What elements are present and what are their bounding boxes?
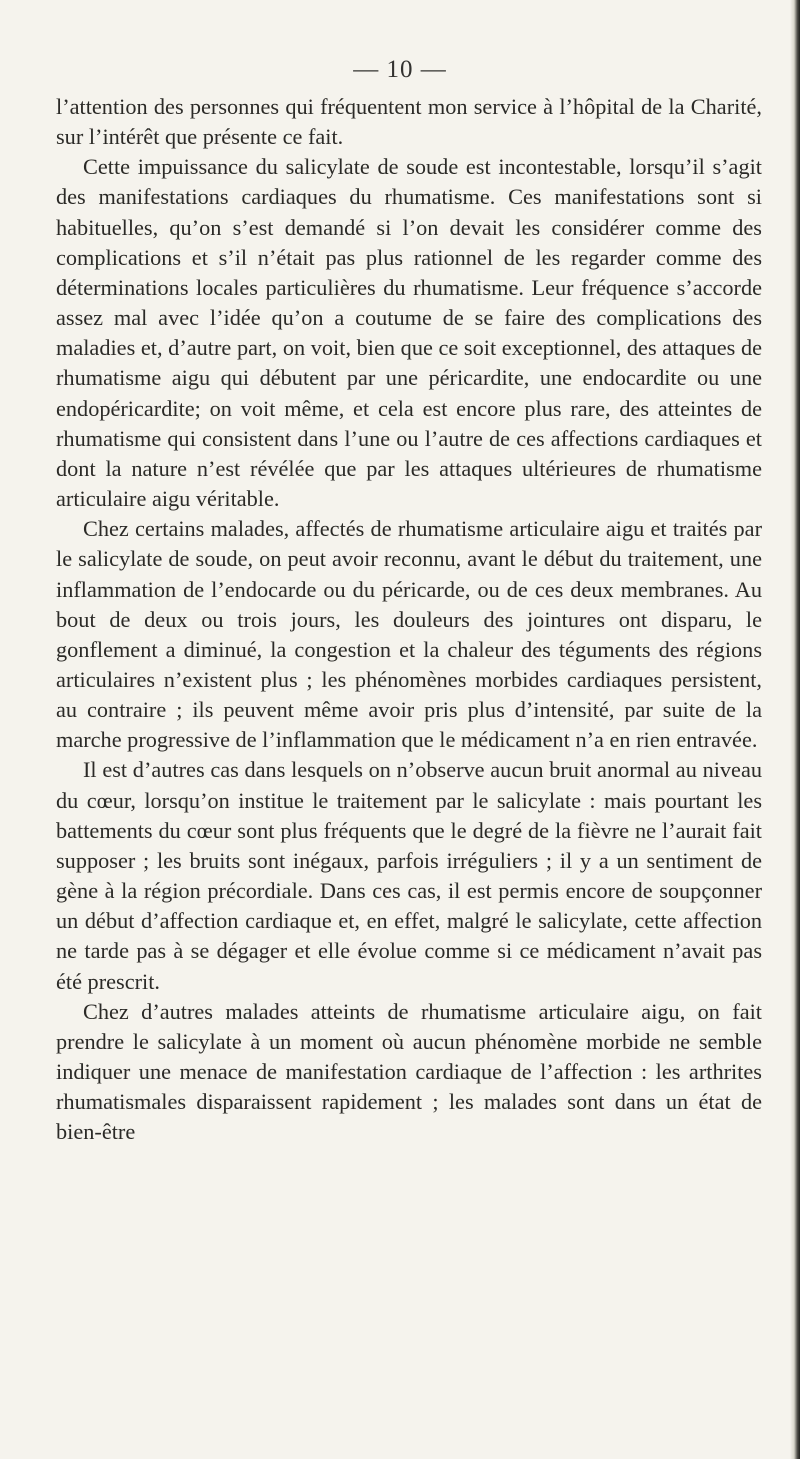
body-text xyxy=(56,92,762,1147)
paragraph-5: Chez d’autres malades atteints de rhumatisme articulaire aigu, on fait prendre le salicylate à un moment où aucun phénomène morbide ne semble indiquer une menace de manifestation cardiaque de l’affection : les arthrites rhumatismales disparaissent rapidement ; les malades sont dans un état de bien-être xyxy=(56,998,762,1145)
paragraph-3: Chez certains malades, affectés de rhumatisme articulaire aigu et traités par le salicylate de soude, on peut avoir reconnu, avant le début du traitement, une inflammation de l’endocarde ou du péricarde, ou de ces deux membranes. Au bout de deux ou trois jours, les douleurs des jointures ont disparu, le gonflement a diminué, la congestion et la chaleur des téguments des régions articulaires n’existent plus ; les phénomènes morbides cardiaques persistent, au contraire ; ils peuvent même avoir pris plus d’intensité, par suite de la marche progressive de l’inflammation que le médicament n’a en rien entravée. xyxy=(56,516,762,753)
page-number: — 10 — xyxy=(353,56,447,83)
paragraph-2: Cette impuissance du salicylate de soude est incontestable, lorsqu’il s’agit des manifestations cardiaques du rhumatisme. Ces manifestations sont si habituelles, qu’on s’est demandé si l’on devait les considérer comme des complications et s’il n’était pas plus rationnel de les regarder comme des déterminations locales particulières du rhumatisme. Leur fréquence s’accorde assez mal avec l’idée qu’on a coutume de se faire des complications des maladies et, d’autre part, on voit, bien que ce soit exceptionnel, des attaques de rhumatisme aigu qui débutent par une péricardite, une endocardite ou une endopéricardite; on voit même, et cela est encore plus rare, des atteintes de rhumatisme qui consistent dans l’une ou l’autre de ces affections cardiaques et dont la nature n’est révélée que par les attaques ultérieures de rhumatisme articulaire aigu véritable. xyxy=(56,154,762,512)
page-edge-shadow xyxy=(790,0,800,1459)
paragraph-1: l’attention des personnes qui fréquentent mon service à l’hôpital de la Charité, sur l’intérêt que présente ce fait. xyxy=(56,94,762,150)
paragraph-4: Il est d’autres cas dans lesquels on n’observe aucun bruit anormal au niveau du cœur, lorsqu’on institue le traitement par le salicylate : mais pourtant les battements du cœur sont plus fréquents que le degré de la fièvre ne l’aurait fait supposer ; les bruits sont inégaux, parfois irréguliers ; il y a un sentiment de gène à la région précordiale. Dans ces cas, il est permis encore de soupçonner un début d’affection cardiaque et, en effet, malgré le salicylate, cette affection ne tarde pas à se dégager et elle évolue comme si ce médicament n’avait pas été prescrit. xyxy=(56,757,762,994)
